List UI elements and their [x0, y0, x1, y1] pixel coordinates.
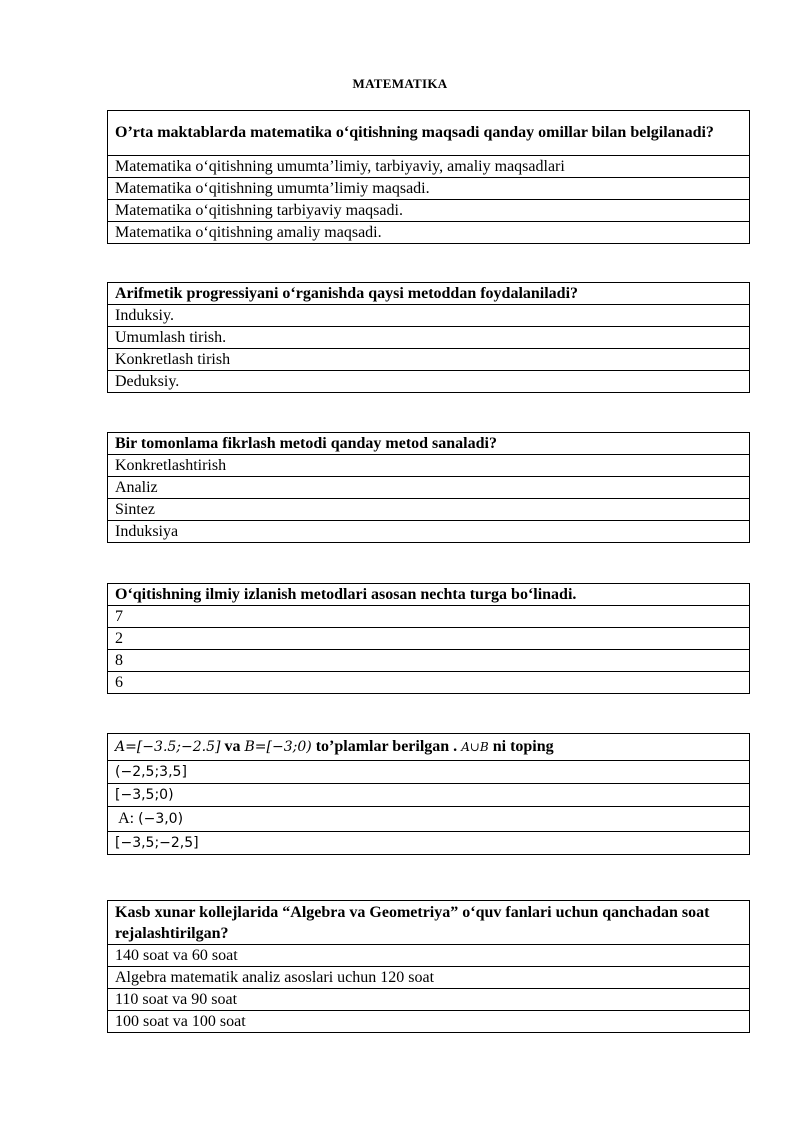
question-table-4 [107, 583, 750, 694]
answer-option-a[interactable]: 7 [108, 606, 750, 628]
answer-option-b[interactable]: Algebra matematik analiz asoslari uchun 120 soat [108, 967, 750, 989]
option-prefix: A: [115, 810, 139, 827]
question-table-5 [107, 733, 750, 855]
answer-option-c[interactable]: Matematika o‘qitishning tarbiyaviy maqsadi. [108, 200, 750, 222]
answer-option-b[interactable]: Matematika o‘qitishning umumta’limiy maqsadi. [108, 178, 750, 200]
question-table-1 [107, 110, 750, 244]
answer-option-d[interactable]: 6 [108, 672, 750, 694]
answer-option-d[interactable]: 100 soat va 100 soat [108, 1011, 750, 1033]
question-table-2 [107, 282, 750, 393]
union-formula: A∪B [461, 740, 489, 754]
answer-option-b[interactable]: Analiz [108, 477, 750, 499]
question-table-3 [107, 432, 750, 543]
question-text: O’rta maktablarda matematika o‘qitishning maqsadi qanday omillar bilan belgilanadi? [108, 111, 750, 156]
question-text-va: va [220, 738, 245, 755]
option-formula: (−3,0) [138, 811, 184, 827]
question-text: Bir tomonlama fikrlash metodi qanday metod sanaladi? [108, 433, 750, 455]
question-text: Arifmetik progressiyani o‘rganishda qaysi metoddan foydalaniladi? [108, 283, 750, 305]
question-table-6 [107, 900, 750, 1033]
question-text: Kasb xunar kollejlarida “Algebra va Geometriya” o‘quv fanlari uchun qanchadan soat rejalashtirilgan? [108, 901, 750, 945]
option-formula: [−3,5;0) [115, 787, 174, 803]
answer-option-c[interactable] [108, 807, 750, 832]
answer-option-d[interactable] [108, 832, 750, 855]
answer-option-c[interactable]: 8 [108, 650, 750, 672]
option-formula: [−3,5;−2,5] [115, 835, 199, 851]
answer-option-a[interactable]: Konkretlashtirish [108, 455, 750, 477]
answer-option-b[interactable] [108, 784, 750, 807]
answer-option-c[interactable]: Sintez [108, 499, 750, 521]
question-text-find: ni toping [488, 738, 554, 755]
option-formula: (−2,5;3,5] [115, 764, 187, 780]
answer-option-a[interactable]: 140 soat va 60 soat [108, 945, 750, 967]
answer-option-d[interactable]: Deduksiy. [108, 371, 750, 393]
answer-option-a[interactable]: Matematika o‘qitishning umumta’limiy, tarbiyaviy, amaliy maqsadlari [108, 156, 750, 178]
question-text [108, 734, 750, 761]
answer-option-c[interactable]: 110 soat va 90 soat [108, 989, 750, 1011]
answer-option-b[interactable]: 2 [108, 628, 750, 650]
question-text: O‘qitishning ilmiy izlanish metodlari asosan nechta turga bo‘linadi. [108, 584, 750, 606]
answer-option-c[interactable]: Konkretlash tirish [108, 349, 750, 371]
answer-option-d[interactable]: Induksiya [108, 521, 750, 543]
set-a-formula: A=[−3.5;−2.5] [115, 739, 221, 755]
answer-option-b[interactable]: Umumlash tirish. [108, 327, 750, 349]
question-text-given: to’plamlar berilgan . [311, 738, 462, 755]
set-b-formula: B=[−3;0) [244, 739, 312, 755]
answer-option-a[interactable] [108, 761, 750, 784]
answer-option-d[interactable]: Matematika o‘qitishning amaliy maqsadi. [108, 222, 750, 244]
page-title: MATEMATIKA [352, 76, 448, 91]
answer-option-a[interactable]: Induksiy. [108, 305, 750, 327]
